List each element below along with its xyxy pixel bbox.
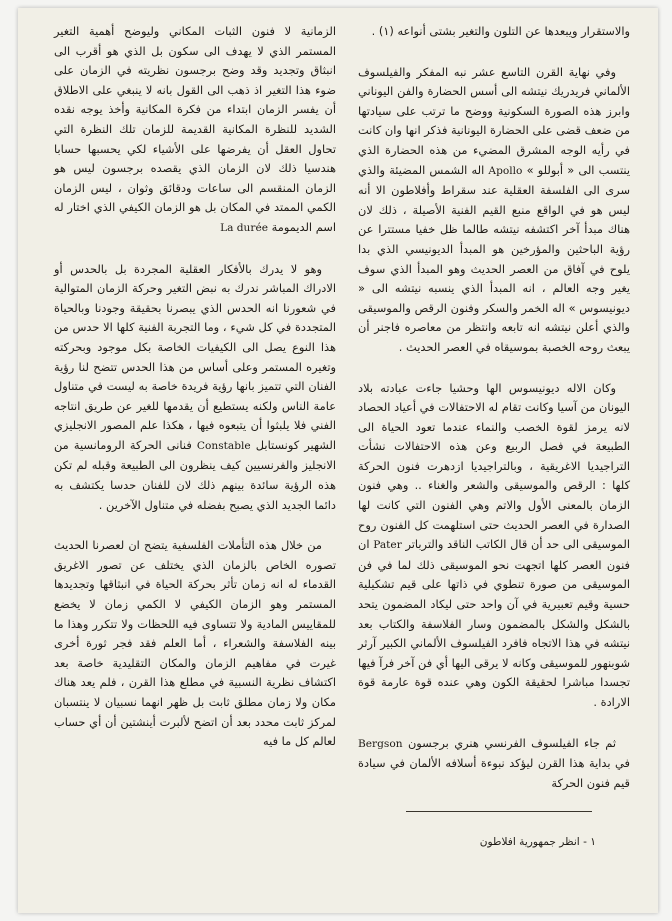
paragraph: ثم جاء الفيلسوف الفرنسي هنري برجسون Bergson في بداية هذا القرن ليؤكد نبوءة أسلافه الألمان في سيادة قيم فنون الحركة [358, 735, 630, 790]
right-column [358, 22, 630, 814]
paragraph: وهو لا يدرك بالأفكار العقلية المجردة بل بالحدس أو الادراك المباشر ندرك به نبض التغير وحركة الزمان المتوالية في شعورنا انه الحدس الذي يبصرنا بحقيقة وجودنا وبالحياة المتجددة في كل شيء ، وما التجربة الفنية كلها الا حدس من هذا النوع يصل الى الكيفيات الخاصة بكل موجود وبحركته وتغيره المستمر وعلى أساس من هذا الحدس تتضح لنا رؤية الفنان التي تتميز بانها رؤية فريدة خاصة به ليست في متناول عامة الناس ولكنه يستطيع أن يقدمها للغير عن طريق انتاجه الفني فلا يلبثوا أن يتبعوه فيها ، هكذا علم المصور الانجليزي الشهير كونستابل Constable فنانى الحركة الرومانسية من الانجليز والفرنسيين كيف ينظرون الى الطبيعة وقبله لم تكن هذه الرؤية سائدة بينهم ذلك لان للفنان حدسا يكتشف به دائما الجديد الذي يصبح بفضله في متناول الآخرين . [54, 261, 337, 512]
latin-term: Constable [196, 439, 251, 452]
latin-term: Bergson [358, 737, 403, 750]
paragraph: وكان الاله ديونيسوس الها وحشيا جاءت عبادته بلاد اليونان من آسيا وكانت تقام له الاحتفالات في أعياد الحصاد لانه يرمز لقوة الخصب والنماء عندما تعود الحياة الى الطبيعة في فصل الربيع وعن هذه الاحتفالات نشأت التراجيديا الاغريقية ، وبالتراجيديا ازدهرت فنون الحركة كلها : الرقص والموسيقى والشعر والغناء .. وهي فنون الزمان بالمعنى الأول والاتم وهي الفنون التي كانت لها الصدارة في العصر الحديث حتى استلهمت كل الفنون روح الموسيقى الى حد أن قال الكاتب الناقد والترباتر Pater ان فنون العصر كلها اتجهت نحو الموسيقى ذلك لما في فن الموسيقى من صورة تنطوي في ذاتها على قيم تشكيلية حسية وقيم تعبيرية في آن واحد حتى ليكاد المضمون يتحد بالشكل والشكل بالمضمون وسار الفلاسفة والكتاب بعد نيتشه في هذا الاتجاه فافرد الفيلسوف الألماني الكبير آرثر شوبنهور للموسيقى وكانه لا يرقى اليها أي فن آخر فرآ فيها تجسدا مباشرا لحقيقة الكون وهي عنده قوة عارمة قوة الارادة . [358, 380, 630, 709]
left-column [54, 22, 336, 773]
paragraph: من خلال هذه التأملات الفلسفية يتضح ان لعصرنا الحديث تصوره الخاص بالزمان الذي يختلف عن تصور الاغريق القدماء له انه زمان تأثر بحركة الحياة في انبثاقها وتجديدها المستمر وهو الزمان الكيفي لا الكمي زمان لا يخضع للمقاييس المادية ولا تتساوى فيه اللحظات ولا تتكرر وهذا ما بينه الفلاسفة والشعراء ، أما العلم فقد فجر ثورة أخرى غيرت في مفاهيم الزمان والمكان التقليدية خاصة بعد اكتشاف نظرية النسبية في مطلع هذا القرن ، فلم يعد هناك مكان ولا زمان مطلق ثابت بل ظهر انهما نسبيان لا ينتسبان لمركز ثابت محدد بعد أن اتضح لألبرت أينشتين أن أي حساب لعالم كل ما فيه [54, 538, 336, 749]
latin-term: La durée [220, 221, 268, 234]
footnote-divider [406, 811, 592, 812]
latin-term: Pater [373, 539, 402, 552]
paragraph: وفي نهاية القرن التاسع عشر نبه المفكر والفيلسوف الألماني فريدريك نيتشه الى أسس الحضارة والفن اليوناني وابرز هذه الصورة السكونية ووضح ما ترتب على سيادتها من ضعف قضى على الحضارة اليونانية فذكر انها وان كانت في رأيه الوجه المشرق المضيء من هذه الحضارة الذي ينتسب الى « أبوللو » Apollo اله الشمس المضيئة والذي سرى الى الفلسفة العقلية عند سقراط وأفلاطون الا أنه ليس هو في الواقع منبع القيم الفنية الأصيلة ، ذلك لان هناك مبدأ آخر اكتشفه نيتشه طالما ظل خفيا مستترا عن رؤية الباحثين والمؤرخين هو المبدأ الديونيسي الذي بدا يلوح في آفاق من العصر الحديث وهو المبدأ الذي سوف يغير وجه العالم ، انه المبدأ الذي ينسبه نيتشه الى « ديونيسوس » اله الخمر والسكر وفنون الرقص والموسيقى والذي أعلن نيتشه انه تابعه وانتظر من معاصره فاجنر أن يبعث روحه الخصبة بموسيقاه في العصر الحديث . [358, 64, 631, 354]
document-page [18, 8, 658, 913]
latin-term: Apollo [488, 164, 523, 177]
footnote: ١ - انظر جمهورية افلاطون [479, 836, 596, 848]
paragraph: والاستقرار ويبعدها عن التلون والتغير بشتى أنواعه (١) . [371, 24, 630, 38]
paragraph: الزمانية لا فنون الثبات المكاني وليوضح أهمية التغير المستمر الذي لا يهدف الى سكون بل الذي هو أقرب الى انبثاق وتجديد وقد وضح برجسون نظريته في الزمان على ضوء هذا التغير اذ ذهب الى القول بانه لا ينبغي على الاطلاق أن يفسر الزمان ابتداء من فكرة المكانية وأخذ يوجه نقده الشديد للنظرة المكانية القديمة للزمان تلك النظرة التي تحاول العقل أن يفرضها على الأشياء لكي يحسبها حسابا هندسيا ذلك لان الزمان الذي يقصده برجسون ليس هو الزمان المنقسم الى ساعات ودقائق وثوان ، ليس الزمان الكمي الممتد في المكان بل هو الزمان الكيفي الذي اختار له اسم الديمومة La durée [54, 24, 336, 234]
